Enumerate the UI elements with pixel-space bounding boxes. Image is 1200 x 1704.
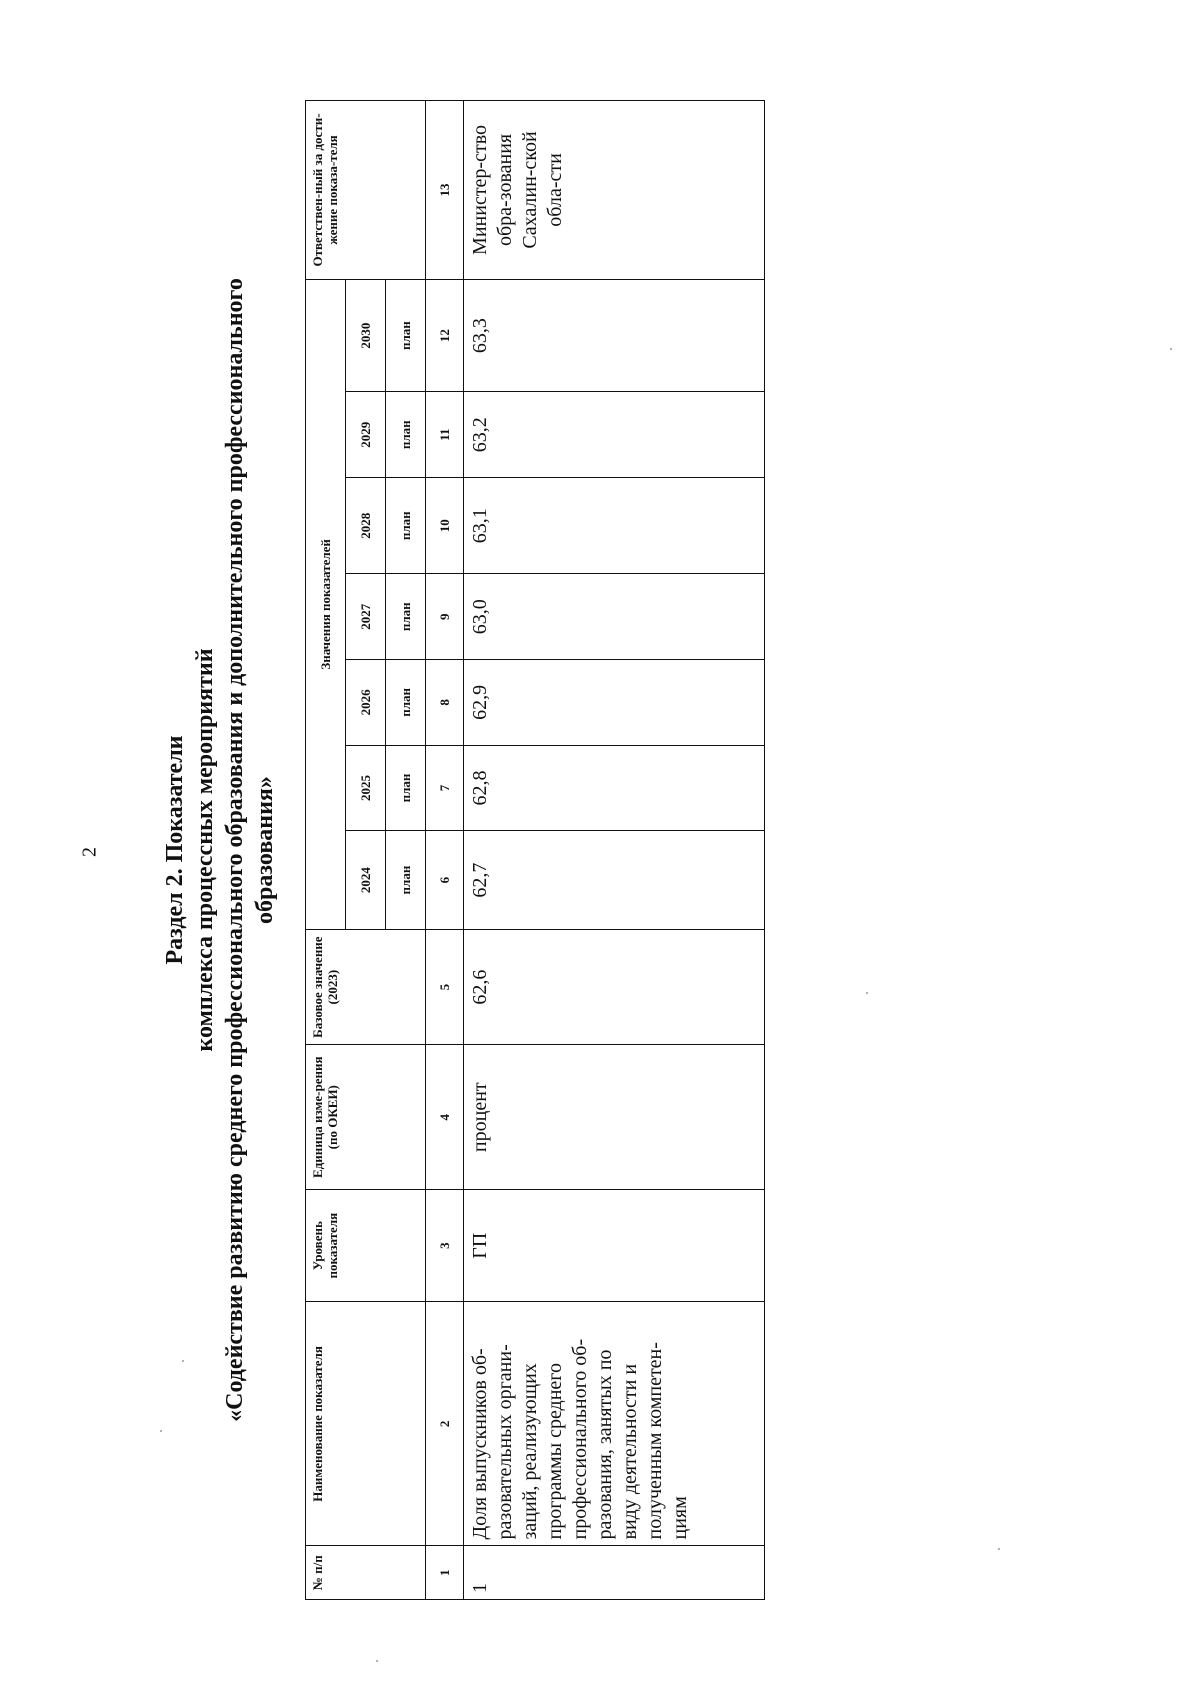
header-plan: план bbox=[386, 392, 426, 478]
indicators-table bbox=[305, 100, 765, 1600]
header-unit: Единица изме-рения (по ОКЕИ) bbox=[306, 1045, 426, 1190]
row-indicator-name: Доля выпускников об-разовательных органи-заций, реализующих программы среднего профессионального об-разования, занятых по виду деятельности и полученным компетен-циям bbox=[464, 1302, 765, 1546]
header-name: Наименование показателя bbox=[306, 1302, 426, 1546]
row-responsible: Министер-ство обра-зования Сахалин-ской обла-сти bbox=[464, 101, 765, 280]
row-unit: процент bbox=[464, 1045, 765, 1190]
header-plan: план bbox=[386, 574, 426, 660]
scan-speck bbox=[1170, 348, 1172, 350]
column-number: 7 bbox=[426, 745, 464, 831]
header-year: 2026 bbox=[346, 660, 386, 746]
row-value: 62,9 bbox=[464, 660, 765, 746]
header-year: 2029 bbox=[346, 392, 386, 478]
header-year: 2028 bbox=[346, 478, 386, 574]
heading-line-3: «Содействие развитию среднего профессионального образования и дополнительного профессионального bbox=[222, 278, 248, 1422]
row-base-value: 62,6 bbox=[464, 929, 765, 1045]
scan-speck bbox=[866, 992, 868, 994]
column-number: 9 bbox=[426, 574, 464, 660]
column-number: 10 bbox=[426, 478, 464, 574]
scan-speck bbox=[182, 1360, 184, 1362]
column-number: 11 bbox=[426, 392, 464, 478]
row-value: 63,3 bbox=[464, 279, 765, 392]
row-value: 63,2 bbox=[464, 392, 765, 478]
column-number: 2 bbox=[426, 1302, 464, 1546]
row-value: 62,7 bbox=[464, 831, 765, 930]
page-number: 2 bbox=[78, 847, 101, 857]
header-year: 2027 bbox=[346, 574, 386, 660]
header-plan: план bbox=[386, 745, 426, 831]
heading-line-2: комплекса процессных мероприятий bbox=[192, 648, 218, 1052]
scan-speck bbox=[160, 1430, 162, 1432]
column-number: 5 bbox=[426, 929, 464, 1045]
column-number: 12 bbox=[426, 279, 464, 392]
heading-line-1: Раздел 2. Показатели bbox=[162, 735, 188, 965]
header-year: 2025 bbox=[346, 745, 386, 831]
column-number: 13 bbox=[426, 101, 464, 280]
header-year: 2024 bbox=[346, 831, 386, 930]
column-number: 6 bbox=[426, 831, 464, 930]
header-num: № п/п bbox=[306, 1546, 426, 1600]
heading-line-4: образования» bbox=[252, 776, 278, 924]
column-number-row bbox=[426, 101, 464, 1600]
header-values-group: Значения показателей bbox=[306, 279, 346, 929]
scan-speck bbox=[376, 1660, 378, 1662]
row-num: 1 bbox=[464, 1546, 765, 1600]
header-responsible: Ответствен-ный за дости-жение показа-теля bbox=[306, 101, 426, 280]
header-plan: план bbox=[386, 478, 426, 574]
rotated-page-content bbox=[160, 100, 980, 1600]
header-plan: план bbox=[386, 660, 426, 746]
table-row bbox=[464, 101, 765, 1600]
column-number: 3 bbox=[426, 1189, 464, 1301]
scan-speck bbox=[998, 1548, 1000, 1550]
row-value: 63,0 bbox=[464, 574, 765, 660]
header-base: Базовое значение (2023) bbox=[306, 929, 426, 1045]
header-plan: план bbox=[386, 279, 426, 392]
row-value: 63,1 bbox=[464, 478, 765, 574]
row-level: ГП bbox=[464, 1189, 765, 1301]
section-heading bbox=[160, 100, 280, 1600]
column-number: 1 bbox=[426, 1546, 464, 1600]
column-number: 4 bbox=[426, 1045, 464, 1190]
header-level: Уровень показателя bbox=[306, 1189, 426, 1301]
header-year: 2030 bbox=[346, 279, 386, 392]
header-plan: план bbox=[386, 831, 426, 930]
row-value: 62,8 bbox=[464, 745, 765, 831]
column-number: 8 bbox=[426, 660, 464, 746]
